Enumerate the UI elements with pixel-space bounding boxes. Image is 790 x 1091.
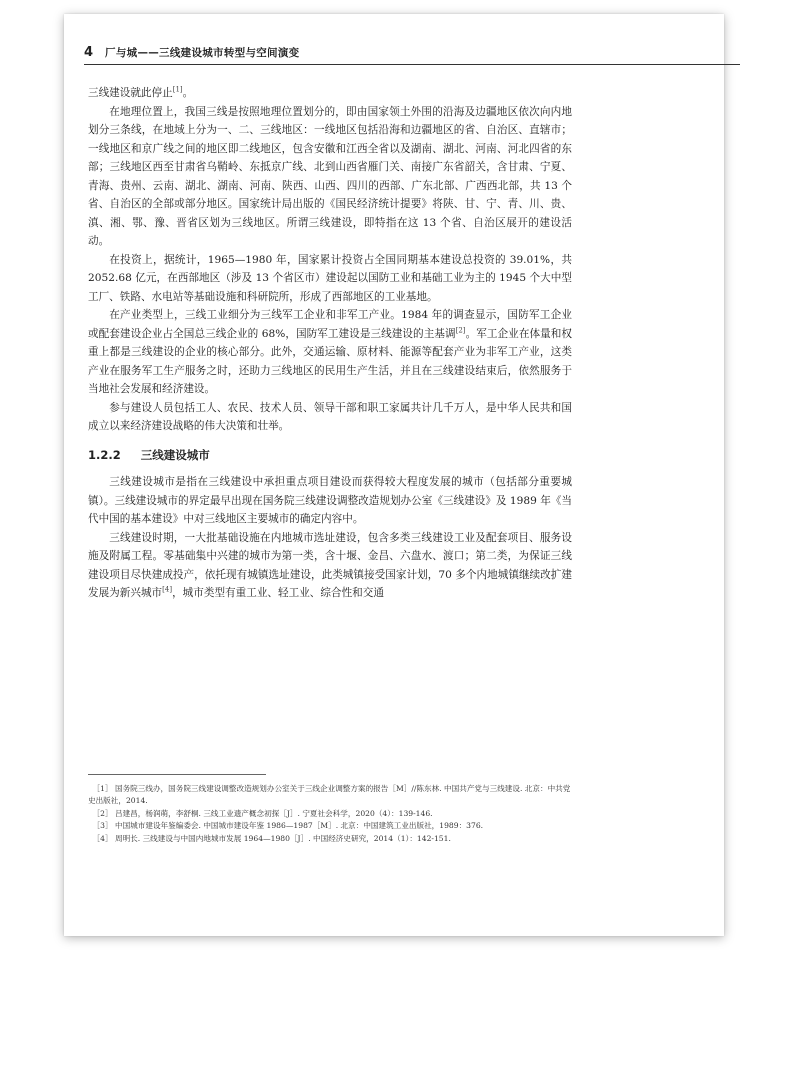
paragraph-text: 参与建设人员包括工人、农民、技术人员、领导干部和职工家属共计几千万人，是中华人民共和国成立以来经济建设战略的伟大决策和壮举。 — [88, 401, 572, 432]
section-paragraphs — [88, 473, 572, 603]
paragraph — [88, 306, 572, 399]
page-number: 4 — [84, 45, 94, 60]
footnotes — [88, 783, 572, 845]
body-text — [88, 84, 572, 603]
footnote-rule — [88, 774, 266, 775]
paragraph-text: 三线建设时期，一大批基础设施在内地城市选址建设，包含多类三线建设工业及配套项目、服务设施及附属工程。零基础集中兴建的城市为第一类，含十堰、金昌、六盘水、渡口；第二类，为保证三线建设项目尽快建成投产，依托现有城镇选址建设，此类城镇接受国家计划，70 多个内地城镇继续改扩建发展为新兴城市 — [88, 531, 572, 599]
footnote: ［4］ 周明长. 三线建设与中国内地城市发展 1964—1980［J］. 中国经济史研究，2014（1）：142-151. — [92, 833, 451, 843]
footnote: ［1］ 国务院三线办，国务院三线建设调整改造规划办公室关于三线企业调整方案的报告［M］//陈东林. 中国共产党与三线建设. 北京：中共党史出版社，2014. — [88, 784, 571, 806]
footnote: ［3］ 中国城市建设年鉴编委会. 中国城市建设年鉴 1986—1987［M］. 北京：中国建筑工业出版社，1989：376. — [92, 821, 484, 831]
citation-ref[interactable]: [1] — [172, 85, 183, 94]
citation-ref[interactable]: [4] — [162, 585, 173, 594]
paragraph-text: 在产业类型上，三线工业细分为三线军工企业和非军工产业。1984 年的调查显示，国防军工企业或配套建设企业占全国总三线企业的 68%，国防军工建设是三线建设的主基调 — [88, 309, 572, 340]
paragraph-text-continued: 。 — [182, 87, 194, 99]
paragraph — [88, 84, 572, 103]
section-heading — [88, 446, 572, 465]
paragraph-text: 在地理位置上，我国三线是按照地理位置划分的，即由国家领土外围的沿海及边疆地区依次向内地划分三条线，在地域上分为一、二、三线地区：一线地区包括沿海和边疆地区的省、自治区、直辖市；一线地区和京广线之间的地区即二线地区，包含安徽和江西全省以及湖南、湖北、河南、河北四省的东部；三线地区西至甘肃省乌鞘岭、东抵京广线、北到山西省雁门关、南接广东省韶关，含甘肃、宁夏、青海、贵州、云南、湖北、湖南、河南、陕西、山西、四川的西部、广东北部、广西西北部，共 13 个省、自治区的全部或部分地区。国家统计局出版的《国民经济统计提要》将陕、甘、宁、青、川、贵、滇、湘、鄂、豫、晋省区划为三线地区。所谓三线建设，即特指在这 13 个省、自治区展开的建设活动。 — [88, 105, 572, 247]
paragraph — [88, 251, 572, 307]
running-header — [84, 45, 299, 60]
paragraph — [88, 529, 572, 603]
paragraph-text: 在投资上，据统计，1965—1980 年，国家累计投资占全国同期基本建设总投资的 39.01%，共 2052.68 亿元，在西部地区（涉及 13 个省区市）建设起以国防工业和基础工业为主的 1945 个大中型工厂、铁路、水电站等基础设施和科研院所，形成了西部地区的工业基地。 — [88, 253, 572, 303]
header-rule — [84, 64, 740, 65]
paragraph-text-continued: ，城市类型有重工业、轻工业、综合性和交通 — [172, 587, 384, 599]
paragraph — [88, 399, 572, 436]
running-title: 厂与城——三线建设城市转型与空间演变 — [105, 47, 300, 59]
paragraph-text: 三线建设就此停止 — [88, 87, 173, 99]
paragraph — [88, 103, 572, 251]
footnote: ［2］ 吕建昌，杨润萌，李舒桐. 三线工业遗产概念初探［J］. 宁夏社会科学，2020（4）：139-146. — [92, 808, 433, 818]
paragraph-text-continued: 。军工企业在体量和权重上都是三线建设的企业的核心部分。此外，交通运输、原材料、能源等配套产业为非军工产业，这类产业在服务军工生产服务之时，还助力三线地区的民用生产生活，并且在三线建设结束后，依然服务于当地社会发展和经济建设。 — [88, 327, 572, 395]
section-title: 三线建设城市 — [140, 447, 210, 462]
paragraph — [88, 473, 572, 529]
intro-paragraphs — [88, 84, 572, 436]
section-number: 1.2.2 — [88, 447, 121, 462]
paragraph-text: 三线建设城市是指在三线建设中承担重点项目建设而获得较大程度发展的城市（包括部分重要城镇）。三线建设城市的界定最早出现在国务院三线建设调整改造规划办公室《三线建设》及 1989 年《当代中国的基本建设》中对三线地区主要城市的确定内容中。 — [88, 476, 572, 525]
citation-ref[interactable]: [2] — [455, 325, 466, 334]
